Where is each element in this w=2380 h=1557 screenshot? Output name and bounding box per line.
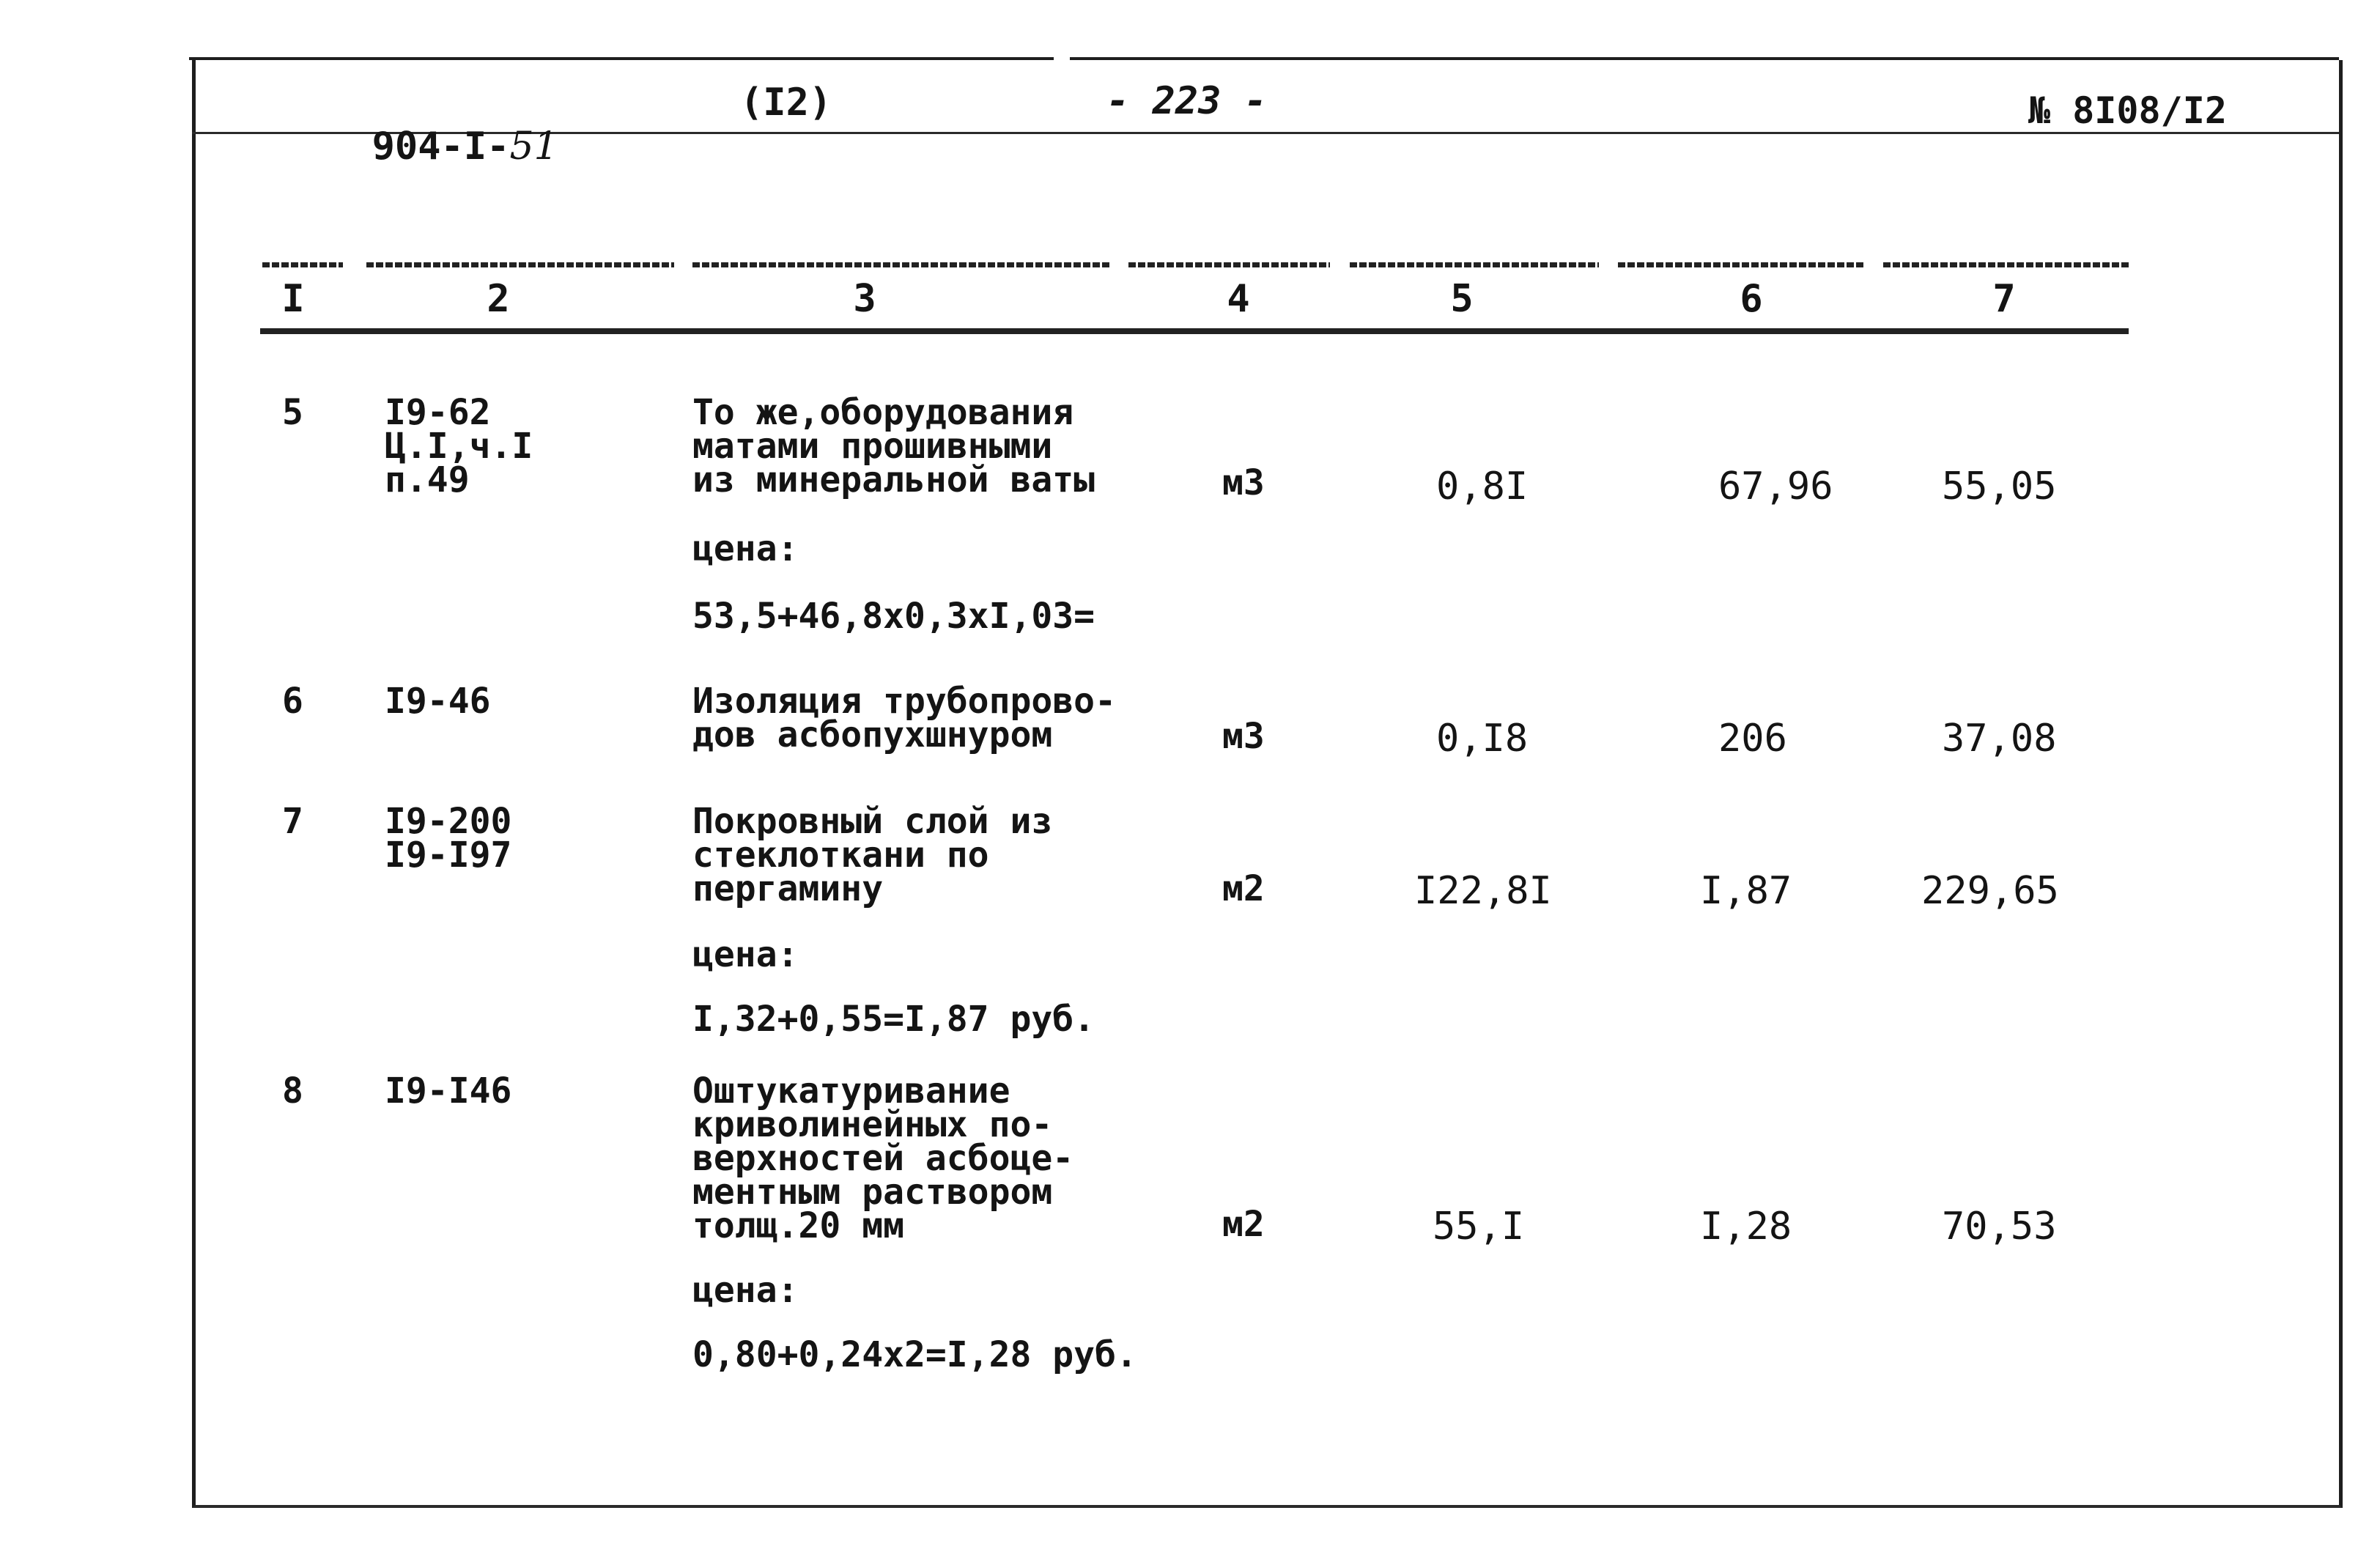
row-7-name: Покровный слой из стеклоткани по пергамину [692, 801, 1053, 909]
row-5-number: 5 [282, 392, 303, 433]
row-5-unit-price: 67,96 [1718, 465, 1833, 508]
row-8-sum: 70,53 [1942, 1205, 2057, 1249]
row-7-unit: м2 [1222, 868, 1265, 909]
row-5-price-calc: 53,5+46,8x0,3xI,03= [692, 596, 1095, 637]
row-6-name: Изоляция трубопрово- дов асбопухшнуром [692, 681, 1116, 755]
header-album: (I2) [740, 81, 832, 125]
row-5-code: I9-62 Ц.I,ч.I п.49 [385, 392, 533, 500]
col-head-dash-4 [1128, 262, 1330, 267]
row-7-price-label: цена: [692, 934, 799, 975]
col-head-dash-1 [262, 262, 343, 267]
row-8-price-label: цена: [692, 1270, 799, 1311]
row-8-quantity: 55,I [1433, 1205, 1525, 1249]
row-7-price-calc: I,32+0,55=I,87 руб. [692, 999, 1095, 1040]
header-series-handwritten: 51 [509, 125, 558, 169]
row-6-sum: 37,08 [1942, 717, 2057, 761]
column-number-3: 3 [853, 277, 876, 321]
row-8-unit: м2 [1222, 1204, 1265, 1245]
row-8-name: Оштукатуривание криволинейных по- верхностей асбоце- ментным раствором толщ.20 мм [692, 1070, 1074, 1246]
row-6-quantity: 0,I8 [1436, 717, 1529, 761]
row-8-price-calc: 0,80+0,24x2=I,28 руб. [692, 1334, 1137, 1375]
row-7-sum: 229,65 [1921, 869, 2059, 913]
column-number-4: 4 [1227, 277, 1250, 321]
row-5-price-label: цена: [692, 528, 799, 569]
row-6-unit: м3 [1222, 716, 1265, 757]
row-6-code: I9-46 [385, 681, 491, 722]
row-7-code: I9-200 I9-I97 [385, 801, 512, 876]
col-head-dash-7 [1883, 262, 2129, 267]
col-head-dash-6 [1618, 262, 1863, 267]
row-8-code: I9-I46 [385, 1070, 512, 1112]
row-5-unit: м3 [1222, 462, 1265, 503]
row-6-unit-price: 206 [1718, 717, 1787, 761]
row-5-quantity: 0,8I [1436, 465, 1529, 508]
row-7-quantity: I22,8I [1414, 869, 1552, 913]
row-8-number: 8 [282, 1070, 303, 1112]
column-number-7: 7 [1992, 277, 2016, 321]
column-number-2: 2 [487, 277, 510, 321]
header-series: 904-I-51 [372, 125, 558, 169]
row-7-unit-price: I,87 [1700, 869, 1792, 913]
column-number-1: I [281, 277, 305, 321]
row-6-number: 6 [282, 681, 303, 722]
column-number-6: 6 [1740, 277, 1763, 321]
col-head-dash-3 [692, 262, 1110, 267]
row-7-number: 7 [282, 801, 303, 842]
header-doc-number: № 8I08/I2 [2028, 89, 2227, 132]
col-head-dash-2 [366, 262, 674, 267]
row-8-unit-price: I,28 [1700, 1205, 1792, 1249]
row-5-sum: 55,05 [1942, 465, 2057, 508]
col-head-dash-5 [1350, 262, 1599, 267]
column-header-bottom-rule [260, 328, 2129, 334]
header-page-number: - 223 - [1106, 79, 1268, 123]
column-number-5: 5 [1450, 277, 1474, 321]
row-5-name: То же,оборудования матами прошивными из минеральной ваты [692, 392, 1095, 500]
